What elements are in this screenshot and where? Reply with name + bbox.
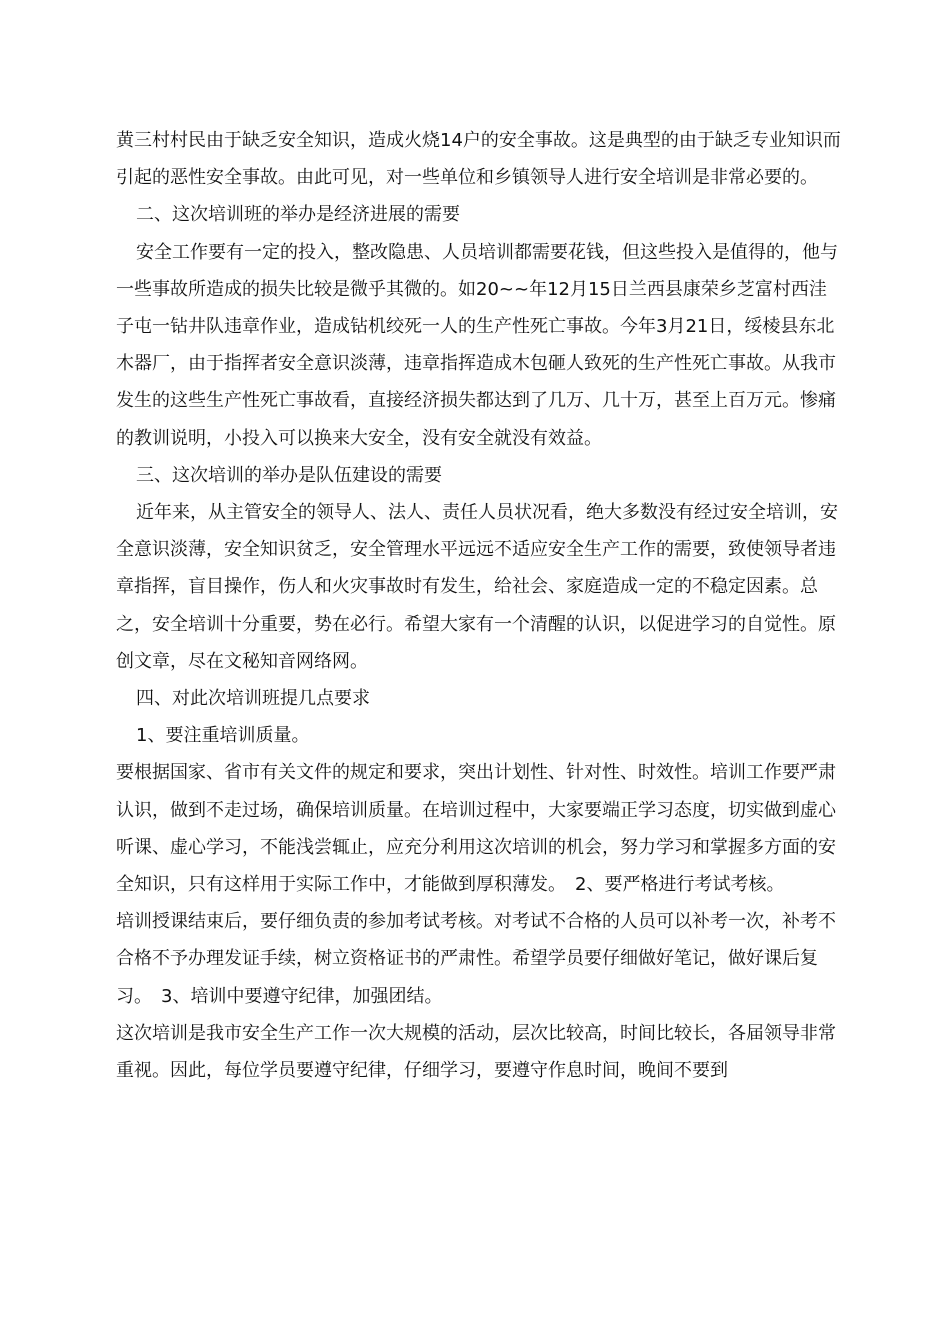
paragraph-5: 培训授课结束后，要仔细负责的参加考试考核。对考试不合格的人员可以补考一次，补考不合格不予办理发证手续，树立资格证书的严肃性。希望学员要仔细做好笔记，做好课后复习。 3、培训中要遵守纪律，加强团结。 [116, 911, 836, 1007]
requirement-1-heading: 1、要注重培训质量。 [136, 725, 310, 747]
section-heading-4: 四、对此次培训班提几点要求 [136, 688, 370, 710]
paragraph-1: 黄三村村民由于缺乏安全知识，造成火烧14户的安全事故。这是典型的由于缺乏专业知识而引起的恶性安全事故。由此可见，对一些单位和乡镇领导人进行安全培训是非常必要的。 [116, 130, 841, 189]
paragraph-4: 要根据国家、省市有关文件的规定和要求，突出计划性、针对性、时效性。培训工作要严肃认识，做到不走过场，确保培训质量。在培训过程中，大家要端正学习态度，切实做到虚心听课、虚心学习，不能浅尝辄止，应充分利用这次培训的机会，努力学习和掌握多方面的安全知识，只有这样用于实际工作中，才能做到厚积薄发。 2、要严格进行考试考核。 [116, 762, 836, 896]
section-heading-2: 二、这次培训班的举办是经济进展的需要 [136, 204, 460, 226]
section-heading-3: 三、这次培训的举办是队伍建设的需要 [136, 464, 442, 486]
paragraph-3: 近年来，从主管安全的领导人、法人、责任人员状况看，绝大多数没有经过安全培训，安全意识淡薄，安全知识贫乏，安全管理水平远远不适应安全生产工作的需要，致使领导者违章指挥，盲目操作，伤人和火灾事故时有发生，给社会、家庭造成一定的不稳定因素。总之，安全培训十分重要，势在必行。希望大家有一个清醒的认识，以促进学习的自觉性。原创文章，尽在文秘知音网络网。 [116, 502, 838, 672]
document-body [116, 122, 844, 1089]
paragraph-6: 这次培训是我市安全生产工作一次大规模的活动，层次比较高，时间比较长，各届领导非常重视。因此，每位学员要遵守纪律，仔细学习，要遵守作息时间，晚间不要到 [116, 1022, 836, 1082]
paragraph-2: 安全工作要有一定的投入，整改隐患、人员培训都需要花钱，但这些投入是值得的，他与一些事故所造成的损失比较是微乎其微的。如20~~年12月15日兰西县康荣乡芝富村西洼子屯一钻井队违章作业，造成钻机绞死一人的生产性死亡事故。今年3月21日，绥棱县东北木器厂，由于指挥者安全意识淡薄，违章指挥造成木包砸人致死的生产性死亡事故。从我市发生的这些生产性死亡事故看，直接经济损失都达到了几万、几十万，甚至上百万元。惨痛的教训说明，小投入可以换来大安全，没有安全就没有效益。 [116, 241, 838, 449]
